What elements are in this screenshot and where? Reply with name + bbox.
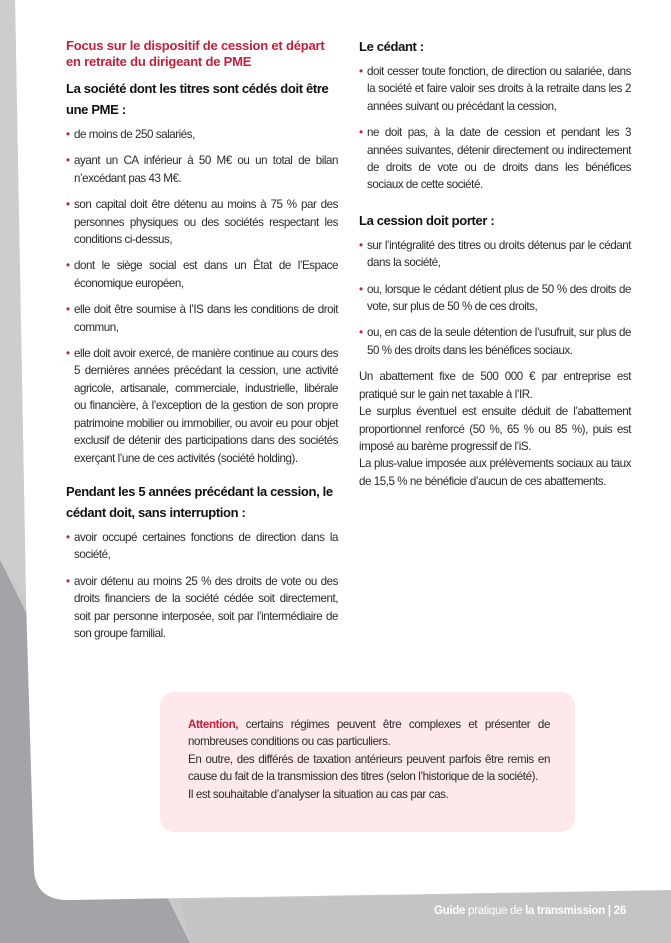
list-item: • ou, en cas de la seule détention de l’usufruit, sur plus de 50 % des droits dans les bénéfices sociaux. (359, 326, 631, 357)
bullet-icon: • (66, 574, 70, 588)
section-heading-pme: La société dont les titres sont cédés doit être une PME : (66, 81, 329, 117)
pme-criteria-list (66, 126, 338, 467)
left-column (66, 38, 338, 651)
list-item: • doit cesser toute fonction, de direction ou salariée, dans la société et faire valoir ses droits à la retraite dans les 2 années suivant ou précédant la cession, (359, 65, 631, 113)
bullet-icon: • (66, 259, 70, 273)
list-item: • sur l’intégralité des titres ou droits détenus par le cédant dans la société, (359, 238, 631, 270)
bullet-icon: • (359, 126, 363, 140)
bullet-icon: • (66, 154, 70, 168)
paragraph: La plus-value imposée aux prélèvements sociaux au taux de 15,5 % ne bénéficie d’aucun de ces abattements. (359, 457, 631, 488)
bullet-icon: • (66, 303, 70, 317)
bullet-icon: • (359, 282, 363, 296)
list-item: • ne doit pas, à la date de cession et pendant les 3 années suivantes, détenir directement ou indirectement de droits de vote ou de droits dans les bénéfices sociaux de cette société. (359, 126, 631, 192)
bullet-icon: • (66, 347, 70, 361)
bullet-icon: • (66, 198, 70, 212)
section-heading-cession: La cession doit porter : (359, 212, 495, 228)
section-heading-cedant: Le cédant : (359, 39, 424, 54)
list-item: • elle doit avoir exercé, de manière continue au cours des 5 dernières années précédant la cession, une activité agricole, artisanale, commerciale, industrielle, libérale ou financière, à l’exception de la gestion de son propre patrimoine mobilier ou immobilier, ou avoir eu pour objet exclusif de détenir des participations dans des sociétés exerçant l’une de ces activités (société holding). (66, 347, 338, 465)
bullet-icon: • (359, 238, 363, 252)
abattement-text (359, 368, 631, 490)
attention-text: Attention, certains régimes peuvent être complexes et présenter de nombreuses conditions ou cas particuliers. En outre, des différés de taxation antérieurs peuvent parfois être remis en cause du fait de la transmission des titres (selon l’historique de la société). Il est souhaitable d’analyser la situation au cas par cas. (188, 718, 550, 801)
list-item: • dont le siège social est dans un État de l’Espace économique européen, (66, 259, 338, 290)
page-number: | 26 (605, 905, 626, 917)
right-column (359, 38, 631, 504)
paragraph: Le surplus éventuel est ensuite déduit de l’abattement proportionnel renforcé (50 %, 65 % ou 85 %), puis est imposé au barème progressif de l’iS. (359, 405, 631, 453)
cedant-conditions-list (66, 529, 338, 642)
list-item: • elle doit être soumise à l’IS dans les conditions de droit commun, (66, 303, 338, 334)
cession-list (359, 237, 631, 359)
bullet-icon: • (66, 128, 70, 141)
list-item: • son capital doit être détenu au moins à 75 % par des personnes physiques ou des sociétés respectant les conditions ci-dessus, (66, 198, 338, 247)
list-item: • ou, lorsque le cédant détient plus de 50 % des droits de vote, sur plus de 50 % de ces droits, (359, 282, 631, 314)
attention-box (160, 692, 575, 832)
bullet-icon: • (359, 326, 363, 340)
list-item: • avoir occupé certaines fonctions de direction dans la société, (66, 530, 338, 562)
cedant-list (359, 63, 631, 194)
list-item: • ayant un CA inférieur à 50 M€ ou un total de bilan n’excédant pas 43 M€. (66, 154, 338, 185)
list-item: • avoir détenu au moins 25 % des droits de vote ou des droits financiers de la société cédée soit directement, soit par personne interposée, soit par l’intermédiaire de son groupe familial. (66, 574, 338, 640)
bullet-icon: • (66, 530, 70, 544)
paragraph: Un abattement fixe de 500 000 € par entreprise est pratiqué sur le gain net taxable à l’IR. (359, 370, 631, 401)
page-title: Focus sur le dispositif de cession et départ en retraite du dirigeant de PME (66, 38, 325, 69)
page-footer: Guide pratique de la transmission | 26 (434, 905, 626, 917)
attention-label: Attention, (188, 718, 239, 731)
list-item: • de moins de 250 salariés, (66, 126, 338, 143)
section-heading-cedant-conditions: Pendant les 5 années précédant la cession, le cédant doit, sans interruption : (66, 483, 333, 520)
bullet-icon: • (359, 65, 363, 78)
